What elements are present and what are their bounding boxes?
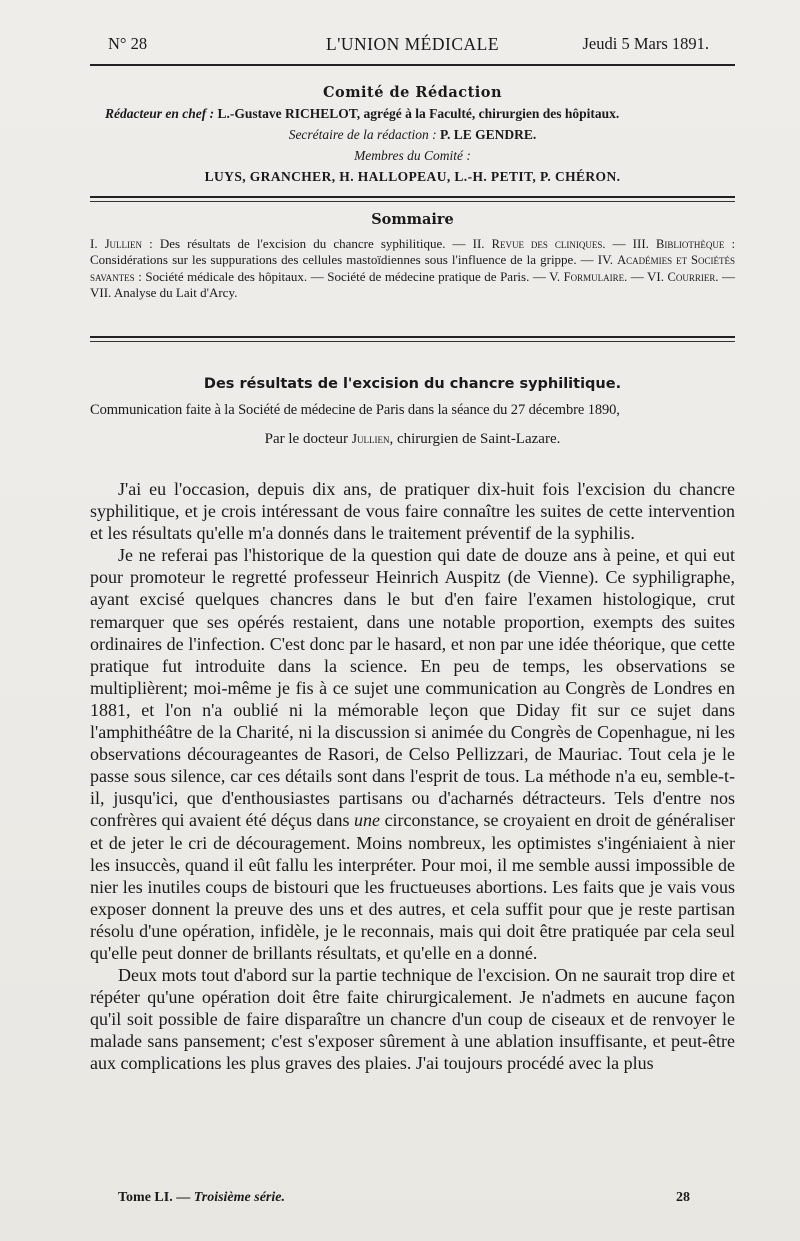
summary-author: Jullien <box>104 237 143 252</box>
article-communication: Communication faite à la Société de médecine de Paris dans la séance du 27 décembre 1890, <box>90 402 620 418</box>
summary-item-4: : Société médicale des hôpitaux. — Société de médecine pratique de Paris. — V. <box>138 268 561 284</box>
committee-rule-top <box>90 196 735 198</box>
summary-item-3: : Considérations sur les suppurations des cellules mastoïdiennes sous l'influence de la grippe. — IV. <box>90 236 736 268</box>
summary-text <box>90 236 735 301</box>
summary-sep-5: — VI. <box>630 268 664 284</box>
footer-series: Troisième série. <box>193 1190 285 1205</box>
summary-item-3-label: Bibliothèque <box>656 237 725 252</box>
issue-date: Jeudi 5 Mars 1891. <box>582 34 709 53</box>
page-header <box>90 28 735 58</box>
footer-volume <box>118 1190 285 1206</box>
editorial-committee <box>90 82 735 187</box>
author-suffix: , chirurgien de Saint-Lazare. <box>389 431 561 447</box>
paragraph-2-rest: circonstance, se croyaient en droit de généraliser et de jeter le cri de découragement. Moins nombreux, les optimistes s'ingéniaient à nier les insuccès, quand il eût fallu les interpréter. Pour moi, il me semble aussi impossible de nier les inutiles coups de bistouri que les fructueuses abortions. Les faits que je vais vous exposer donnent la preuve des uns et des autres, et cela suffit pour que je reste partisan résolu d'une opération, infidèle, je le reconnais, mais qui doit être pratiquée par cela seul qu'elle peut donner de brillants résultats, et qu'elle en a donné. <box>90 810 736 963</box>
table-of-contents <box>90 212 735 301</box>
article-body <box>90 478 735 1075</box>
summary-item-6-label: Courrier. <box>667 269 719 284</box>
article-heading <box>90 376 735 448</box>
committee-heading: Comité de Rédaction <box>322 84 502 101</box>
author-name: Jullien <box>351 431 390 446</box>
paragraph-2-text: Je ne referai pas l'historique de la question qui date de douze ans à peine, et qui eut pour promoteur le regretté professeur Heinrich Auspitz (de Vienne). Ce syphiligraphe, ayant excisé quelques chancres dans le but d'en faire l'examen histologique, crut remarquer que ses opérés restaient, dans une notable proportion, exempts des suites ordinaires de l'infection. C'est donc par le hasard, et non par une idée théorique, que cette pratique fut introduite dans la science. En peu de temps, les observations se multiplièrent; moi-même je fis à ce sujet une communication au Congrès de Londres en 1881, et l'on n'a oublié ni la mémorable leçon que Diday fit sur ce sujet dans l'amphithéâtre de la Charité, ni la discussion si animée du Congrès de Copenhague, ni les observations décourageantes de Rasori, de Celso Pellizzari, de Mauriac. Tout cela je le passe sous silence, car ces détails sont dans l'esprit de tous. La méthode n'a eu, semble-t-il, jusqu'ici, que d'enthousiastes partisans ou d'acharnés détracteurs. Tels d'entre nos confrères qui avaient été déçus dans <box>90 545 735 831</box>
article-author <box>90 431 735 448</box>
summary-heading: Sommaire <box>371 211 454 228</box>
editor-line <box>90 103 735 124</box>
secretary-label: Secrétaire de la rédaction : <box>288 127 437 142</box>
summary-item-1: : Des résultats de l'excision du chancre syphilitique. — II. <box>149 236 485 252</box>
article-title: Des résultats de l'excision du chancre syphilitique. <box>203 376 622 392</box>
author-prefix: Par le docteur <box>264 431 348 447</box>
paragraph-2-emphasis: une <box>354 810 381 831</box>
journal-title: L'UNION MÉDICALE <box>326 34 500 54</box>
paragraph-1: J'ai eu l'occasion, depuis dix ans, de pratiquer dix-huit fois l'excision du chancre syphilitique, et je crois intéressant de vous faire connaître les suites de cette intervention et les résultats qu'elle m'a donnés dans le traitement préventif de la syphilis. <box>90 479 735 544</box>
paragraph-3: Deux mots tout d'abord sur la partie technique de l'excision. On ne saurait trop dire et répéter qu'une opération doit être faite chirurgicalement. Je n'admets en aucune façon qu'il soit possible de faire disparaître un chancre d'un coup de ciseaux et de renvoyer le malade sans pansement; c'est s'exposer sûrement à une ablation insuffisante, et peut-être aux complications les plus graves des plaies. J'ai toujours procédé avec la plus <box>90 965 735 1074</box>
summary-rule-bottom <box>90 341 735 342</box>
footer-tome: Tome LI. — <box>118 1190 191 1205</box>
header-rule <box>90 64 735 66</box>
paragraph-2 <box>90 544 735 964</box>
members-label: Membres du Comité : <box>354 148 471 163</box>
members-names: LUYS, GRANCHER, H. HALLOPEAU, L.-H. PETIT, P. CHÉRON. <box>204 169 621 184</box>
secretary-line <box>90 124 735 145</box>
editor-value: L.-Gustave RICHELOT, agrégé à la Faculté, chirurgien des hôpitaux. <box>217 106 620 121</box>
members-label-line <box>90 145 735 166</box>
editor-label: Rédacteur en chef : <box>105 106 215 121</box>
issue-number: N° 28 <box>108 34 148 53</box>
summary-rule-top <box>90 336 735 338</box>
summary-item-num: I. <box>90 236 98 252</box>
summary-sep-2: — III. <box>612 236 649 252</box>
summary-item-2-label: Revue des cliniques. <box>491 237 606 252</box>
summary-item-5-label: Formulaire. <box>563 269 628 284</box>
committee-rule-bottom <box>90 201 735 202</box>
summary-item-4-label: Académies et Sociétés savantes <box>90 253 735 284</box>
secretary-value: P. LE GENDRE. <box>440 127 537 142</box>
summary-item-7: — VII. Analyse du Lait d'Arcy. <box>90 268 736 300</box>
page-number: 28 <box>676 1190 690 1205</box>
